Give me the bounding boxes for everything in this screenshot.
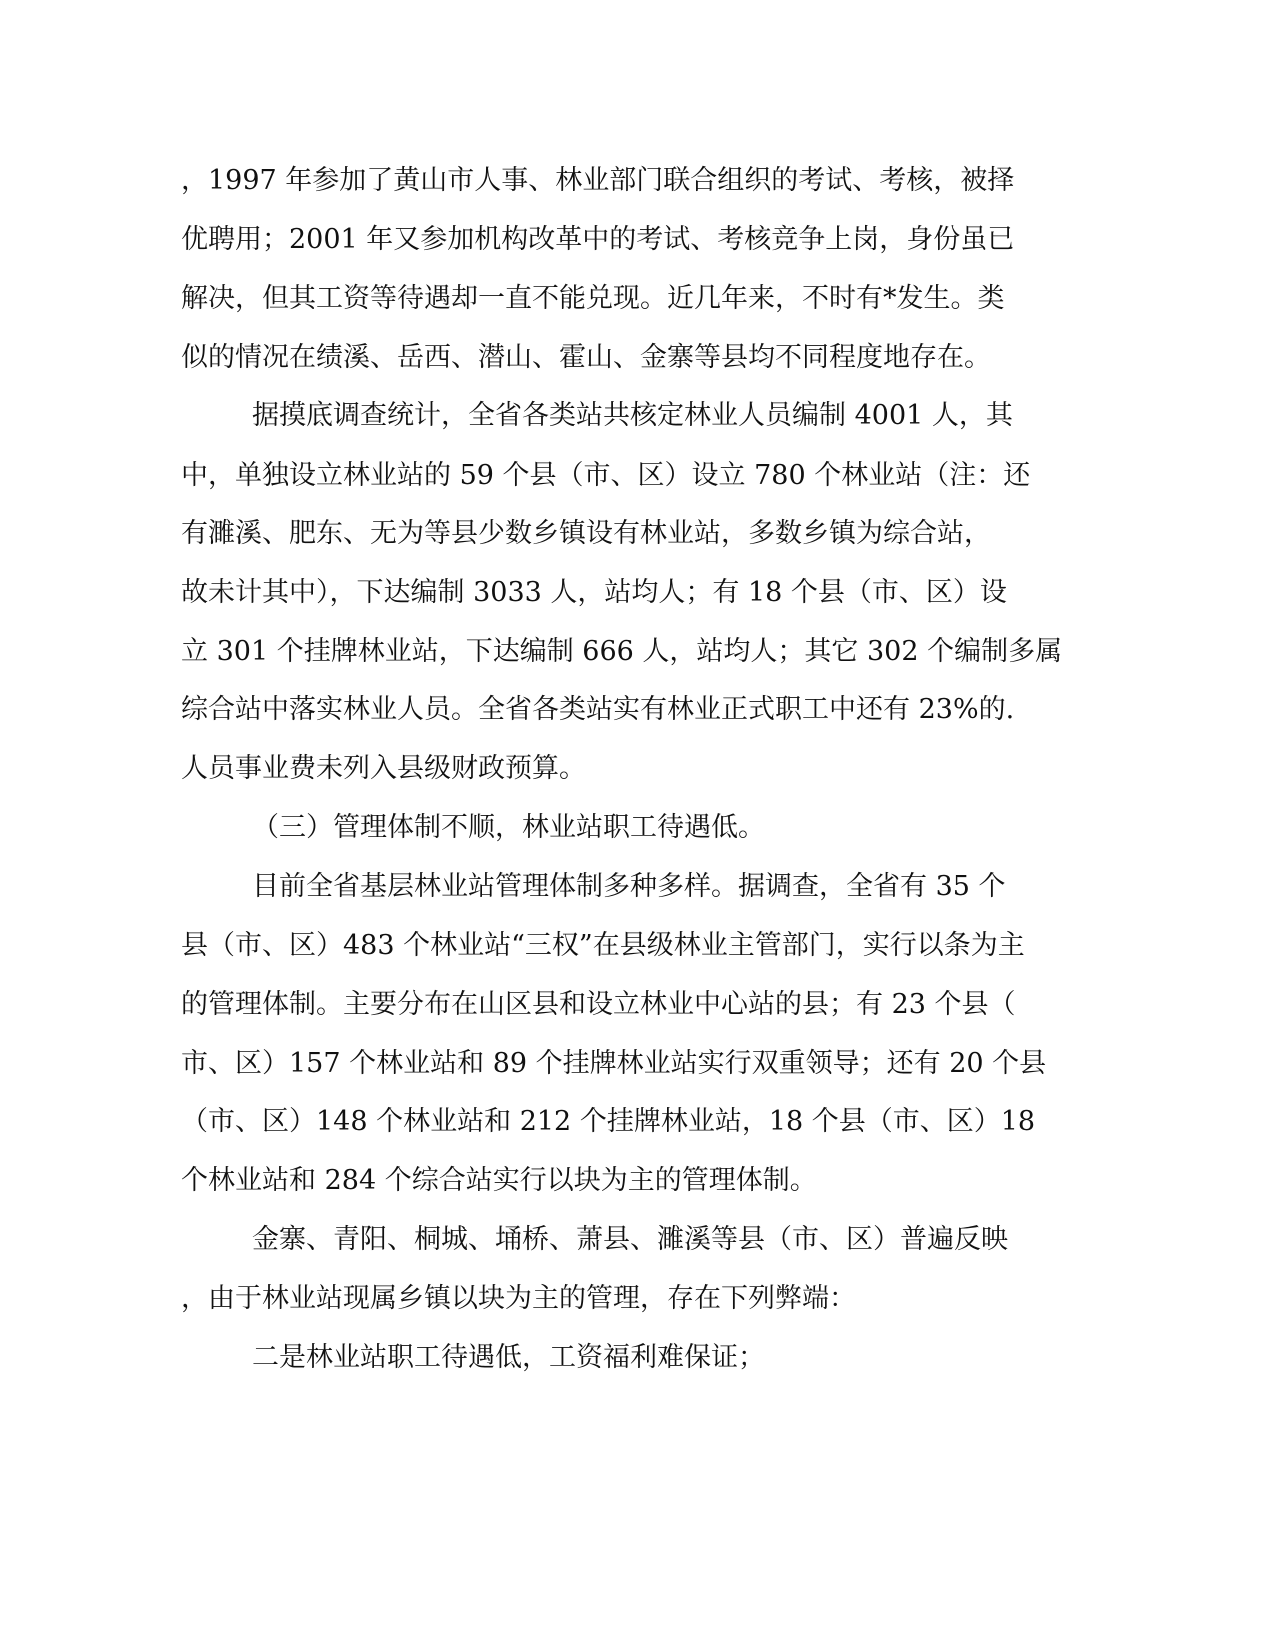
text-line: 似的情况在绩溪、岳西、潜山、霍山、金寨等县均不同程度地存在。 (181, 342, 991, 373)
text-line: 有濉溪、肥东、无为等县少数乡镇设有林业站，多数乡镇为综合站， (181, 518, 991, 549)
paragraph-start-line: 目前全省基层林业站管理体制多种多样。据调查，全省有 35 个 (252, 871, 1006, 902)
text-line: 人员事业费未列入县级财政预算。 (181, 753, 586, 784)
paragraph-start-line: 据摸底调查统计，全省各类站共核定林业人员编制 4001 人，其 (252, 400, 1013, 431)
text-line: 解决，但其工资等待遇却一直不能兑现。近几年来，不时有*发生。类 (181, 283, 1005, 314)
paragraph-start-line: 二是林业站职工待遇低，工资福利难保证； (252, 1342, 765, 1373)
text-line: ，1997 年参加了黄山市人事、林业部门联合组织的考试、考核，被择 (181, 165, 1015, 196)
text-line: 综合站中落实林业人员。全省各类站实有林业正式职工中还有 23%的. (181, 694, 1015, 725)
text-line: 个林业站和 284 个综合站实行以块为主的管理体制。 (181, 1165, 817, 1196)
text-line: 故未计其中），下达编制 3033 人，站均人；有 18 个县（市、区）设 (181, 577, 1007, 608)
text-line: 县（市、区）483 个林业站“三权”在县级林业主管部门，实行以条为主 (181, 930, 1025, 961)
text-line: 市、区）157 个林业站和 89 个挂牌林业站实行双重领导；还有 20 个县 (181, 1048, 1047, 1079)
section-heading: （三）管理体制不顺，林业站职工待遇低。 (252, 812, 765, 843)
text-line: 中，单独设立林业站的 59 个县（市、区）设立 780 个林业站（注：还 (181, 460, 1031, 491)
text-line: ，由于林业站现属乡镇以块为主的管理，存在下列弊端： (181, 1283, 856, 1314)
text-line: 的管理体制。主要分布在山区县和设立林业中心站的县；有 23 个县（ (181, 989, 1016, 1020)
text-line: 优聘用；2001 年又参加机构改革中的考试、考核竞争上岗，身份虽已 (181, 224, 1015, 255)
text-line: 立 301 个挂牌林业站，下达编制 666 人，站均人；其它 302 个编制多属 (181, 636, 1063, 667)
text-line: （市、区）148 个林业站和 212 个挂牌林业站，18 个县（市、区）18 (181, 1106, 1036, 1137)
paragraph-start-line: 金寨、青阳、桐城、埇桥、萧县、濉溪等县（市、区）普遍反映 (252, 1224, 1008, 1255)
